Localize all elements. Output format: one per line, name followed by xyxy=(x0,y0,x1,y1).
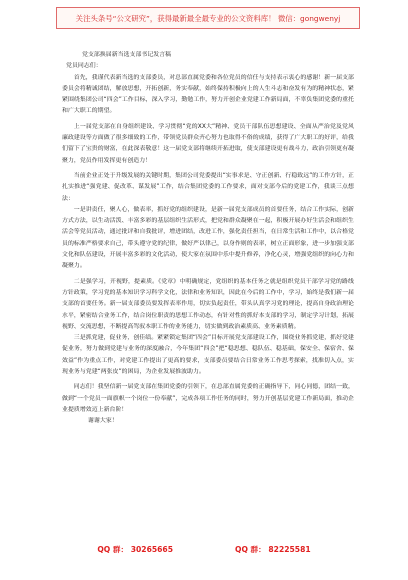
footer-qq-group: QQ 群： 30265665 xyxy=(97,545,173,554)
paragraph: 同志们！我坚信新一届党支部在集团党委的引领下，在总部直属党委的正确指导下，同心同德，团结一致，做到“一个党员一面旗帜一个岗位一份奉献”，完成各项工作任务的同时，努力开创基层党建工作新局面，推动企业提质增效迈上新台阶！ xyxy=(62,384,354,413)
paragraph: 上一届党支部在自身组织建设、学习贯彻“党的XX大”精神、党员干部队伍思想建设、全面从严治党及党风廉政建设等方面做了很多细致的工作，带领党员群众齐心努力也取得不俗的成绩，获得了广大职工的好评，给我们留下了宝贵的财富，在此深表敬意！这一届党支部将继续开拓进取，使支部建设更有战斗力，政治引领更有凝聚力，党员作用发挥更有创造力！ xyxy=(62,123,354,164)
paragraph: 三是抓党建，促业务，创佳绩。紧紧锁定集团“四会”目标开展党支部建设工作，围绕业务抓党建，抓好党建促业务，努力做到党建与业务的深度融合，今年集团“四会”把“稳思想、稳队伍、稳基础，保安全、保宿舍、保效益”作为重点工作，对党建工作提出了更高的要求，支部委员要结合日常业务工作思考探索，找准切入点，实现业务与党建“两张皮”的困局，为企业发展推波助力。 xyxy=(62,335,354,376)
paragraph: 一是讲责任，聚人心，做表率，抓好党的组织建设，是新一届党支部成员的首要任务，结合工作实际，创新方式方法，以生动活泼、丰富多彩的基层组织生活形式，把党和群众凝聚在一起，积极开展办好生活会和组织生活会等党员活动，通过批评和自我批评，增进团结，改进工作，强化责任担当，在日常生活和工作中，以合格党员的标准严格要求自己，带头遵守党的纪律，做好严以律己，以身作则的表率，树立正面形象，进一步加强支部文化和队伍建设，开展丰富多彩的文化活动，使大家在氛围中乐中提升修养，净化心灵，增强党组织的向心力和凝聚力。 xyxy=(62,206,354,270)
document-title: 党支部换届新当选支部书记发言稿 xyxy=(82,52,172,58)
promo-banner-text: 关注头条号“公文研究”，获得最新最全最专业的公文资料库！ 微信：gongwenyj xyxy=(75,13,341,23)
paragraph: 首先，我谨代表新当选的支部委员，对总部直属党委和各位党员的信任与支持表示衷心的感谢！新一届支部委员会将精诚团结，解放思想，开拓创新，务实奉献，始终保持积极向上的人生斗志和奋发有为的精神状态，紧紧围绕集团公司“四会”工作目标，深入学习，勤勉工作，努力开创企业党建工作新局面，不辜负集团党委的重托和广大职工的期望。 xyxy=(62,74,354,115)
promo-banner xyxy=(56,7,360,29)
document-page xyxy=(62,50,354,428)
footer xyxy=(0,544,408,555)
closing-line: 谢谢大家！ xyxy=(88,418,118,425)
salutation: 党员同志们： xyxy=(66,63,102,70)
footer-qq-group-2: QQ 群： 82225581 xyxy=(235,545,311,554)
paragraph: 当前企业正处于升级发展的关键时期，集团公司党委提出“实事求是、守正创新、行稳致远”的工作方针，正扎实推进“强党建、促改革、谋发展”工作，结合集团党委的工作要求，面对支部今后的党建工作，我谈三点想法： xyxy=(62,172,354,202)
paragraph: 二是强学习，开视野，提素质。《党章》中明确规定，党组织的基本任务之就是组织党员干部学习党的路线方针政策，学习党的基本知识学习科学文化，法律和业务知识，因此在今后的工作中，学习，始终是我们新一届支部的首要任务。新一届支部委员要发挥表率作用，切实负起责任，带头认真学习党的理论，提高自身政治理论水平，紧密结合业务工作，结合岗位职责的思想工作动态，有针对性的抓好本支部的学习，制定学习计划，拓展视野、交流思想，不断提高驾驭本职工作的业务能力，切实做到政治素质高、业务素质精。 xyxy=(62,278,354,330)
